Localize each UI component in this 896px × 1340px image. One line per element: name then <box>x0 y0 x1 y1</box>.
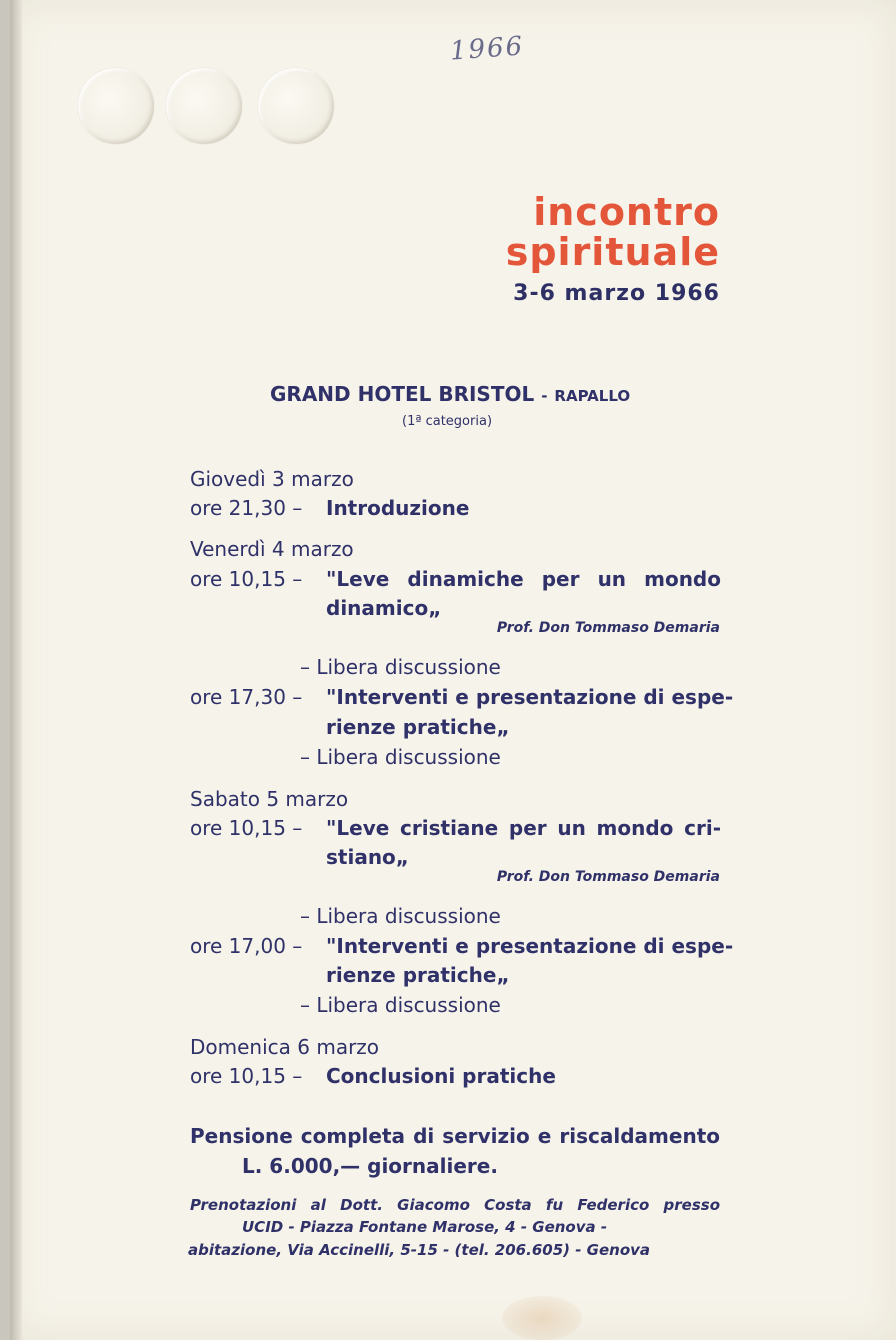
pricing-amount: L. 6.000,— giornaliere. <box>242 1154 498 1178</box>
booking-line: abitazione, Via Accinelli, 5-15 - (tel. 206.605) - Genova <box>188 1241 651 1259</box>
venue-separator: - <box>541 387 548 405</box>
session-time: ore 17,00 – <box>190 934 303 958</box>
day-label: Giovedì 3 marzo <box>190 467 354 491</box>
venue-category: (1ª categoria) <box>402 414 493 429</box>
booking-line: UCID - Piazza Fontane Marose, 4 - Genova - <box>242 1218 608 1236</box>
discussion-item: – Libera discussione <box>300 745 501 769</box>
session-title: "Leve cristiane per un mondo cri- <box>326 816 721 840</box>
session-title-cont: rienze pratiche„ <box>326 963 510 987</box>
discussion-item: – Libera discussione <box>300 993 501 1017</box>
session-time: ore 10,15 – <box>190 1064 303 1088</box>
emboss-circle <box>166 68 242 144</box>
session-time: ore 17,30 – <box>190 685 303 709</box>
day-label: Sabato 5 marzo <box>190 787 349 811</box>
pricing-line: Pensione completa di servizio e riscaldamento <box>190 1124 720 1148</box>
session-title: "Interventi e presentazione di espe- <box>326 685 734 709</box>
session-time: ore 10,15 – <box>190 816 303 840</box>
venue-city: RAPALLO <box>554 387 631 405</box>
booking-line: Prenotazioni al Dott. Giacomo Costa fu Federico presso <box>190 1196 720 1214</box>
paper-edge <box>10 0 22 1340</box>
session-title-cont: dinamico„ <box>326 596 442 620</box>
venue-heading <box>270 382 630 406</box>
session-title-cont: stiano„ <box>326 845 409 869</box>
session-title: Introduzione <box>326 496 470 520</box>
title-line-1: incontro <box>533 190 720 234</box>
paper-stain <box>502 1296 582 1340</box>
session-time: ore 21,30 – <box>190 496 303 520</box>
event-dates: 3-6 marzo 1966 <box>513 281 720 306</box>
emboss-circle <box>258 68 334 144</box>
venue-name: GRAND HOTEL BRISTOL <box>270 382 535 406</box>
discussion-item: – Libera discussione <box>300 904 501 928</box>
speaker-name: Prof. Don Tommaso Demaria <box>496 620 720 636</box>
handwritten-year: 1966 <box>449 31 526 67</box>
speaker-name: Prof. Don Tommaso Demaria <box>496 869 720 885</box>
flyer-page <box>10 0 896 1340</box>
day-label: Venerdì 4 marzo <box>190 537 354 561</box>
emboss-circle <box>78 68 154 144</box>
day-label: Domenica 6 marzo <box>190 1035 380 1059</box>
title-line-2: spirituale <box>505 230 720 274</box>
discussion-item: – Libera discussione <box>300 655 501 679</box>
session-title: "Leve dinamiche per un mondo <box>326 567 721 591</box>
session-title: Conclusioni pratiche <box>326 1064 556 1088</box>
session-title-cont: rienze pratiche„ <box>326 715 510 739</box>
session-time: ore 10,15 – <box>190 567 303 591</box>
session-title: "Interventi e presentazione di espe- <box>326 934 734 958</box>
